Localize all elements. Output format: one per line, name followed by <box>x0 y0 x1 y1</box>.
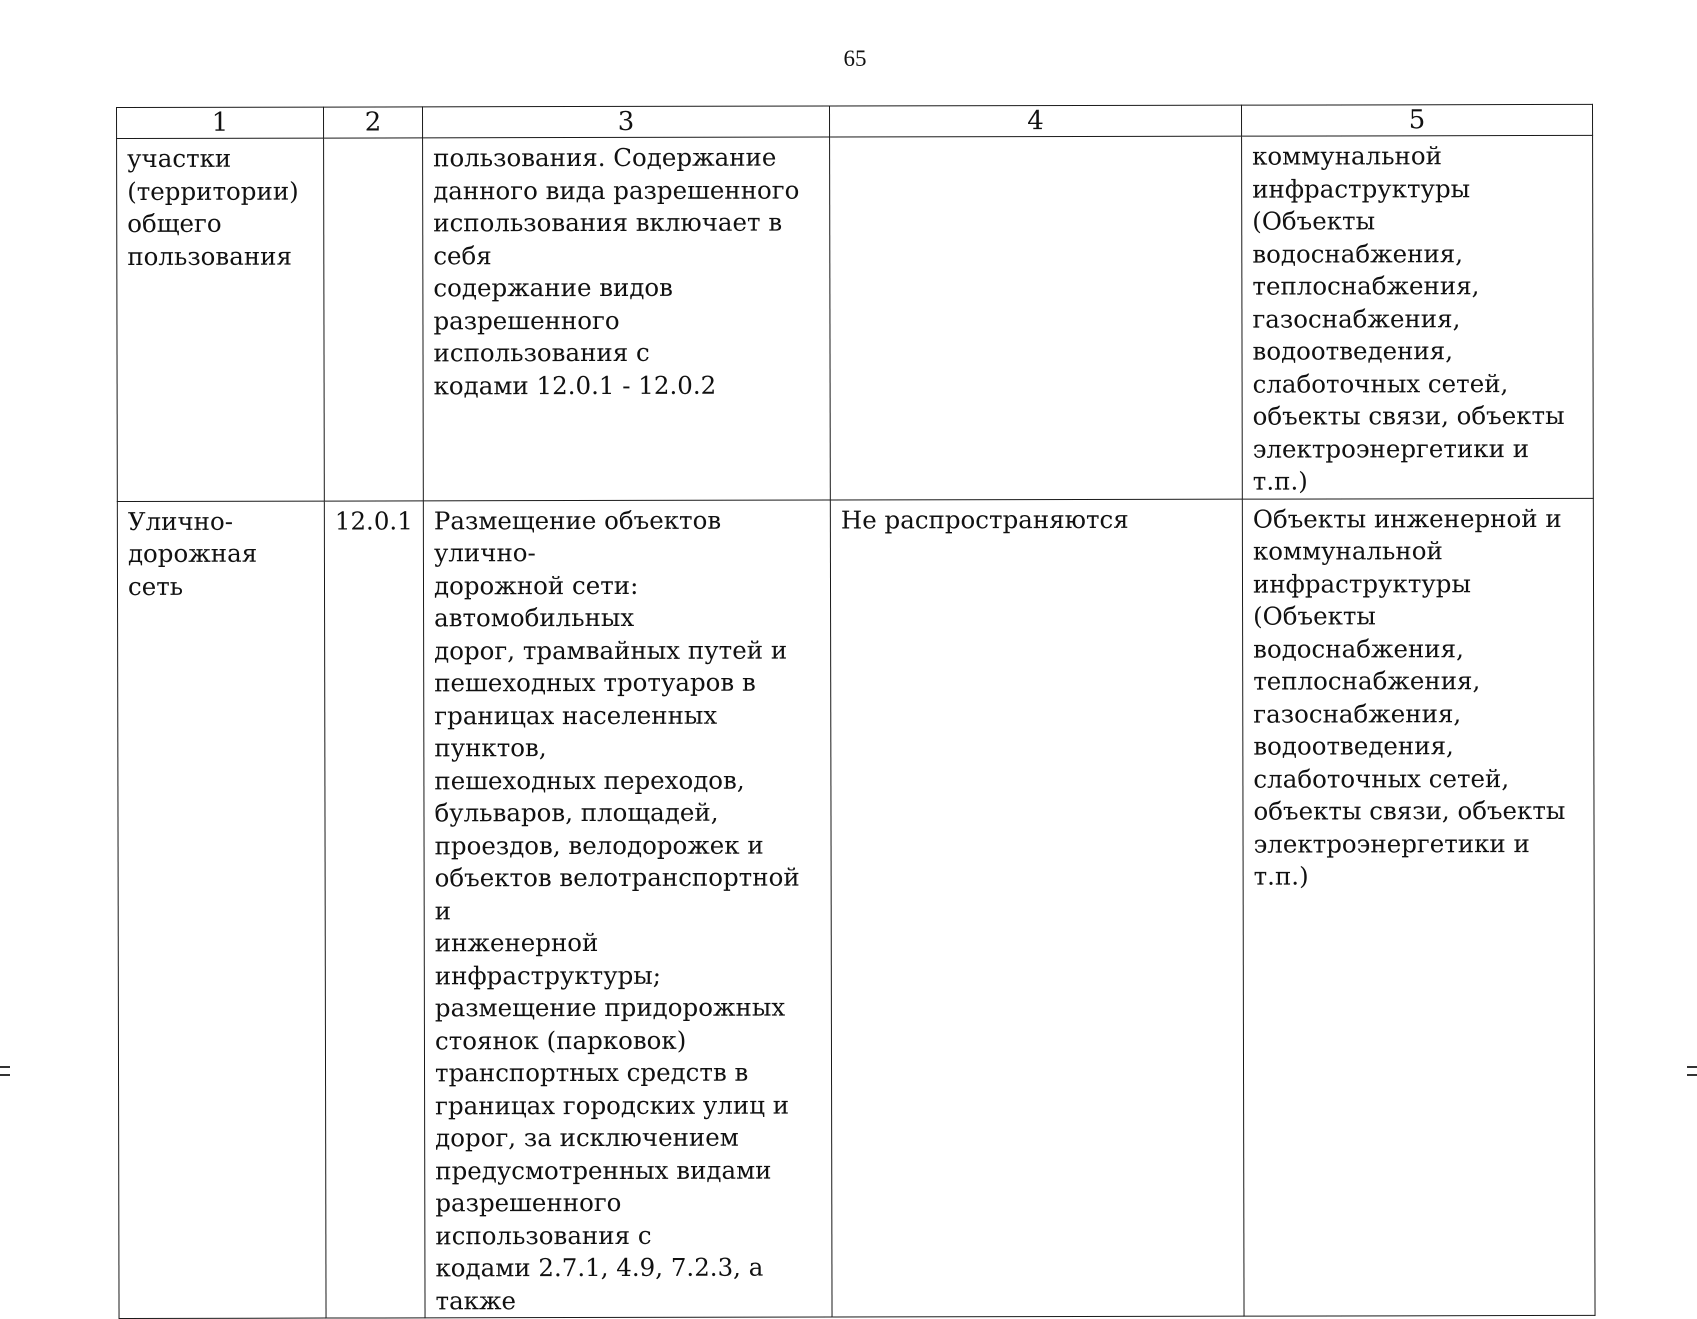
cell-permitted-objects: Объекты инженерной и коммунальной инфраструктуры (Объекты водоснабжения, теплоснабжения, газоснабжения, водоотведения, слаботочных сетей, объекты связи, объекты электроэнергетики и т.п.) <box>1242 498 1595 1316</box>
scan-edge-mark-right <box>1687 1074 1697 1076</box>
table-row <box>117 135 1594 501</box>
column-header-5: 5 <box>1241 104 1592 136</box>
scan-edge-mark-left <box>0 1066 10 1068</box>
cell-use-description: пользования. Содержание данного вида разрешенного использования включает в себя содержание видов разрешенного использования с кодами 12.0.1 - 12.0.2 <box>423 137 831 500</box>
column-header-3: 3 <box>423 106 830 138</box>
column-header-4: 4 <box>829 105 1241 137</box>
scan-edge-mark-left <box>0 1074 10 1076</box>
land-use-table <box>116 104 1596 1319</box>
cell-use-name: участки (территории) общего пользования <box>117 138 325 501</box>
page-number: 65 <box>843 46 867 71</box>
scan-edge-mark-right <box>1687 1066 1697 1068</box>
column-header-2: 2 <box>324 107 423 138</box>
cell-use-code: 12.0.1 <box>324 500 425 1318</box>
table-row <box>117 498 1595 1319</box>
cell-restrictions: Не распространяются <box>830 499 1244 1317</box>
table-header-row <box>117 104 1593 138</box>
cell-use-code <box>324 138 424 501</box>
cell-use-description: Размещение объектов улично- дорожной сети: автомобильных дорог, трамвайных путей и пешеходных тротуаров в границах населенных пунктов, пешеходных переходов, бульваров, площадей, проездов, велодорожек и объектов велотранспортной и инженерной инфраструктуры; размещение придорожных стоянок (парковок) транспортных средств в границах городских улиц и дорог, за исключением предусмотренных видами разрешенного использования с кодами 2.7.1, 4.9, 7.2.3, а также <box>423 500 832 1318</box>
cell-restrictions <box>830 136 1243 499</box>
column-header-1: 1 <box>117 107 324 138</box>
cell-permitted-objects: коммунальной инфраструктуры (Объекты водоснабжения, теплоснабжения, газоснабжения, водоотведения, слаботочных сетей, объекты связи, объекты электроэнергетики и т.п.) <box>1242 135 1594 498</box>
cell-use-name: Улично- дорожная сеть <box>117 501 326 1319</box>
